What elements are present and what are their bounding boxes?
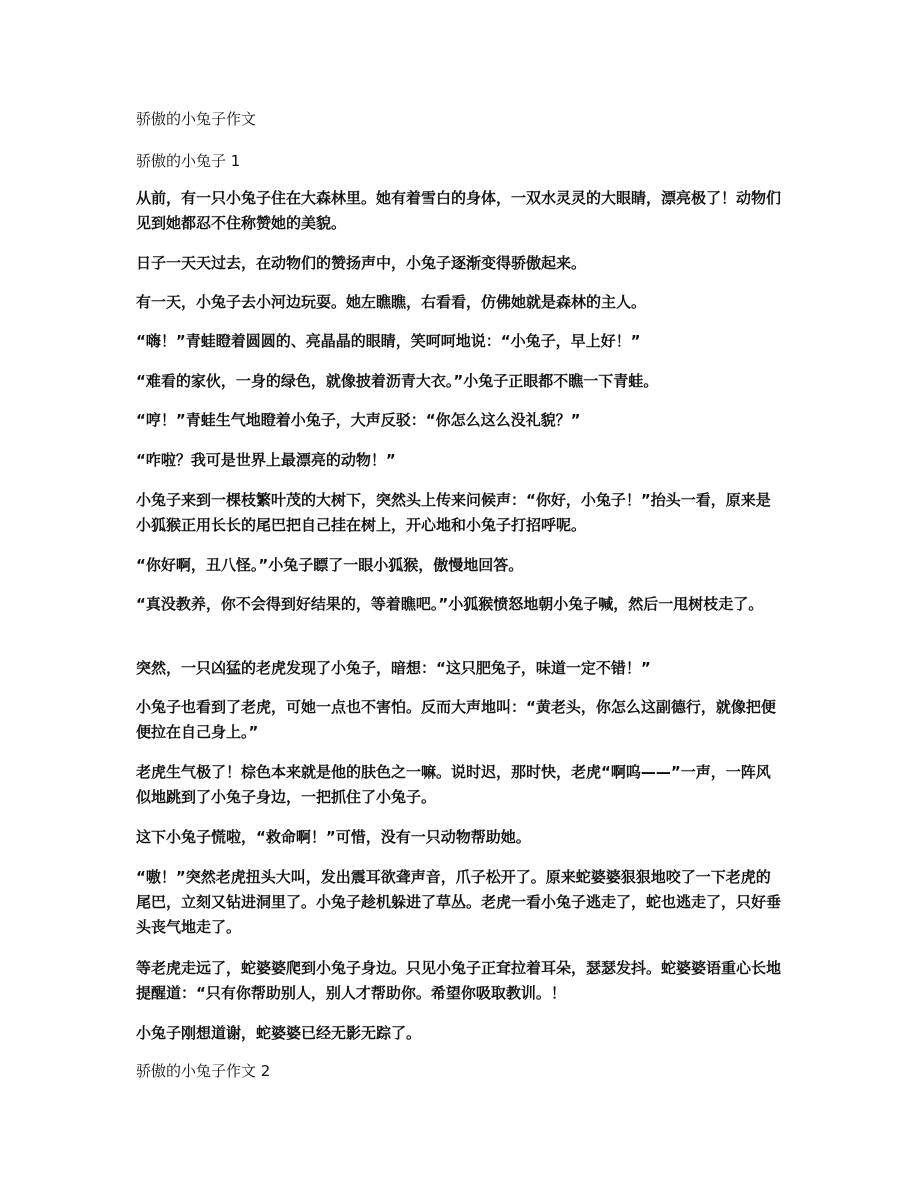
paragraph: 日子一天天过去，在动物们的赞扬声中，小兔子逐渐变得骄傲起来。 <box>136 254 587 272</box>
paragraph: “哼！”青蛙生气地瞪着小兔子，大声反驳：“你怎么这么没礼貌？” <box>136 411 581 429</box>
paragraph: “咋啦？我可是世界上最漂亮的动物！” <box>136 451 396 469</box>
paragraph: 小兔子也看到了老虎，可她一点也不害怕。反而大声地叫：“黄老头，你怎么这副德行，就像把便便拉在自己身上。” <box>136 698 776 741</box>
paragraph: 这下小兔子慌啦，“救命啊！”可惜，没有一只动物帮助她。 <box>136 828 531 846</box>
section-title: 骄傲的小兔子 1 <box>136 152 241 170</box>
paragraph: 小兔子刚想道谢，蛇婆婆已经无影无踪了。 <box>136 1024 422 1042</box>
paragraph: 突然，一只凶猛的老虎发现了小兔子，暗想：“这只肥兔子，味道一定不错！” <box>136 659 651 677</box>
document-title: 骄傲的小兔子作文 <box>136 110 257 128</box>
paragraph: 小兔子来到一棵枝繁叶茂的大树下，突然头上传来问候声：“你好，小兔子！”抬头一看，原来是小狐猴正用长长的尾巴把自己挂在树上，开心地和小兔子打招呼呢。 <box>136 491 771 534</box>
paragraph: “难看的家伙，一身的绿色，就像披着沥青大衣。”小兔子正眼都不瞧一下青蛙。 <box>136 372 659 390</box>
paragraph: 等老虎走远了，蛇婆婆爬到小兔子身边。只见小兔子正耷拉着耳朵，瑟瑟发抖。蛇婆婆语重心长地提醒道：“只有你帮助别人，别人才帮助你。希望你吸取教训。！ <box>136 959 782 1002</box>
paragraph: “嗨！”青蛙瞪着圆圆的、亮晶晶的眼睛，笑呵呵地说：“小兔子，早上好！” <box>136 332 641 350</box>
paragraph: “嗷！”突然老虎扭头大叫，发出震耳欲聋声音，爪子松开了。原来蛇婆婆狠狠地咬了一下老虎的尾巴，立刻又钻进洞里了。小兔子趁机躲进了草丛。老虎一看小兔子逃走了，蛇也逃走了，只好垂头丧气地走了。 <box>136 868 782 936</box>
paragraph: 从前，有一只小兔子住在大森林里。她有着雪白的身体，一双水灵灵的大眼睛，漂亮极了！动物们见到她都忍不住称赞她的美貌。 <box>136 189 782 232</box>
paragraph: “真没教养，你不会得到好结果的，等着瞧吧。”小狐猴愤怒地朝小兔子喊，然后一甩树枝走了。 <box>136 595 764 613</box>
section-title: 骄傲的小兔子作文 2 <box>136 1062 271 1080</box>
paragraph: “你好啊，丑八怪。”小兔子瞟了一眼小狐猴，傲慢地回答。 <box>136 556 524 574</box>
paragraph: 老虎生气极了！棕色本来就是他的肤色之一嘛。说时迟，那时快，老虎“啊呜——”一声，一阵风似地跳到了小兔子身边，一把抓住了小兔子。 <box>136 763 771 806</box>
paragraph: 有一天，小兔子去小河边玩耍。她左瞧瞧，右看看，仿佛她就是森林的主人。 <box>136 293 647 311</box>
